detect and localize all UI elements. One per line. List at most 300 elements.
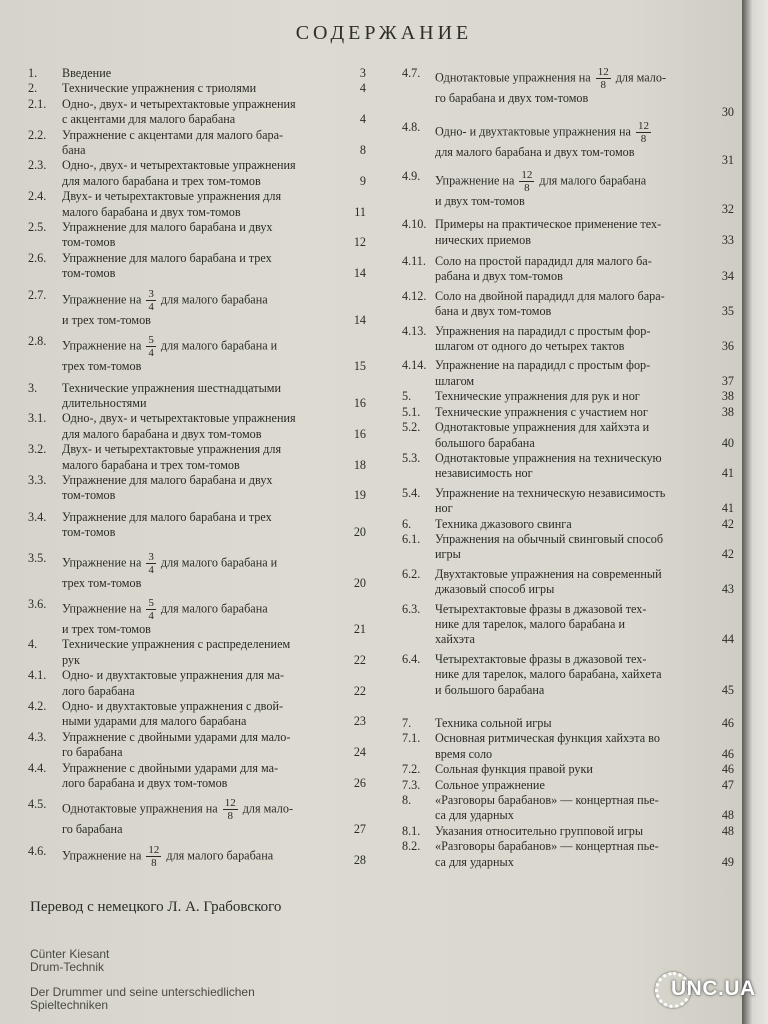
toc-entry-page: 46 [721, 716, 734, 730]
time-signature [146, 334, 156, 359]
toc-entry-number: 7.3. [402, 777, 421, 792]
toc-entry-text [62, 473, 366, 504]
toc-entry-first-line [62, 288, 336, 313]
toc-entry-page: 4 [359, 81, 366, 96]
toc-entry-page: 49 [721, 854, 734, 869]
time-signature-denominator: 8 [524, 181, 530, 194]
toc-entry-page: 21 [353, 621, 366, 636]
toc-entry-line: Примеры на практическое применение тех- [435, 217, 662, 232]
toc-entry-text [435, 120, 734, 168]
toc-entry-number: 5.2. [402, 420, 421, 435]
time-signature-denominator: 8 [640, 133, 647, 146]
toc-entry-number: 6. [402, 516, 412, 531]
toc-entry-text [435, 652, 734, 698]
toc-entry [402, 405, 734, 420]
original-line: Drum-Technik [30, 960, 105, 974]
toc-entry-number: 2.8. [28, 334, 47, 349]
toc-entry-first-line [62, 597, 336, 622]
toc-entry-number: 8.1. [402, 823, 421, 838]
toc-entry-page: 41 [721, 501, 734, 516]
toc-entry [402, 254, 734, 285]
toc-entry-number: 4.5. [28, 797, 47, 812]
toc-entry-page: 44 [721, 632, 734, 647]
watermark [655, 968, 765, 1014]
toc-entry-text [435, 389, 734, 404]
time-signature-denominator: 4 [148, 563, 154, 576]
toc-entry-number: 4.8. [402, 120, 421, 135]
time-signature-numerator: 3 [148, 287, 154, 300]
toc-entry-number: 4.13. [402, 323, 427, 338]
toc-entry-text [435, 358, 734, 389]
toc-entry-line: Одно-, двух- и четырехтактовые упражнения [62, 411, 296, 426]
toc-entry-number: 2. [28, 81, 38, 96]
toc-entry-text [62, 597, 366, 637]
toc-entry-text-part: для малого барабана [166, 848, 274, 863]
original-line: Cünter Kiesant [30, 947, 110, 961]
toc-entry-text [62, 381, 366, 412]
toc-entry-text [435, 420, 734, 451]
toc-entry-spacer [435, 209, 694, 217]
toc-entry-line: Упражнения на обычный свинговый способ [435, 531, 664, 546]
toc-entry [402, 169, 734, 217]
toc-entry-line: ног [435, 501, 453, 516]
toc-entry-line: Упражнение для малого барабана и двух [62, 472, 273, 487]
toc-entry-line: для малого барабана и двух том-томов [62, 426, 262, 441]
toc-entry [28, 510, 366, 541]
toc-entry-number: 1. [28, 66, 38, 80]
toc-entry-text [435, 289, 734, 320]
toc-entry-text [62, 761, 366, 792]
toc-entry-line: Двухтактовые упражнения на современный [435, 566, 662, 581]
toc-entry-page: 20 [353, 525, 366, 540]
toc-entry-line: Упражнение для малого барабана и трех [62, 250, 272, 265]
toc-entry-number: 3.5. [28, 550, 47, 565]
toc-entry-number: 5.4. [402, 485, 421, 500]
toc-entry-number: 3.4. [28, 509, 47, 524]
toc-entry-line: джазовый способ игры [435, 582, 555, 597]
toc-entry-text-part: для малого барабана [160, 601, 268, 616]
toc-entry-number: 3.3. [28, 472, 47, 487]
toc-entry-line: с акцентами для малого барабана [62, 112, 236, 127]
toc-entry-number: 6.3. [402, 601, 421, 616]
time-signature-numerator: 12 [148, 843, 160, 856]
toc-entry [28, 189, 366, 220]
toc-entry-page: 28 [353, 853, 366, 868]
toc-entry-page: 47 [721, 777, 734, 792]
toc-entry-line: го барабана и двух том-томов [435, 91, 589, 105]
toc-entry-text-part: Упражнение на [62, 338, 142, 353]
toc-entry-number: 5.3. [402, 450, 421, 465]
toc-entry-text [435, 517, 734, 532]
toc-entry-line: время соло [435, 746, 493, 761]
toc-entry-page: 38 [721, 404, 734, 419]
toc-entry-line: нических приемов [435, 232, 531, 247]
toc-entry-page: 14 [353, 266, 366, 281]
toc-entry-text [435, 254, 734, 285]
time-signature [146, 288, 156, 313]
toc-entry [28, 66, 366, 81]
toc-entry [402, 289, 734, 320]
toc-entry [402, 451, 734, 482]
time-signature-numerator: 3 [148, 550, 154, 563]
toc-entry-line: Одно- и двухтактовые упражнения для ма- [62, 668, 285, 683]
toc-entry-number: 4.9. [402, 168, 421, 183]
toc-entry-text [62, 81, 366, 96]
toc-entry-text [62, 730, 366, 761]
toc-entry-text [62, 699, 366, 730]
time-signature [146, 551, 156, 576]
time-signature-numerator: 5 [148, 596, 154, 609]
toc-entry-text [62, 442, 366, 473]
toc-entry-line: и двух том-томов [435, 193, 525, 208]
toc-entry-number: 4.7. [402, 66, 421, 80]
toc-entry-line: Упражнения на парадидл с простым фор- [435, 323, 651, 338]
toc-entry-page: 46 [721, 762, 734, 777]
toc-entry [28, 844, 366, 869]
toc-entry-line: Упражнение с акцентами для малого бара- [62, 127, 284, 142]
toc-entry-line: Двух- и четырехтактовые упражнения для [62, 442, 282, 457]
toc-entry-first-line [435, 169, 694, 194]
toc-entry-text [435, 324, 734, 355]
toc-entry [28, 381, 366, 412]
time-signature-numerator: 5 [148, 334, 154, 347]
original-subtitle [30, 986, 255, 1012]
toc-entry-line: Указания относительно групповой игры [435, 823, 644, 838]
toc-entry-number: 2.5. [28, 220, 47, 235]
toc-entry-page: 20 [353, 575, 366, 590]
toc-entry-page: 19 [353, 488, 366, 503]
toc-entry-text [62, 97, 366, 128]
toc-entry-spacer [435, 161, 694, 169]
toc-entry-page: 40 [721, 435, 734, 450]
toc-entry-line: длительностями [62, 395, 147, 410]
toc-entry [402, 793, 734, 824]
page-title: СОДЕРЖАНИЕ [295, 22, 473, 44]
toc-entry-page: 45 [721, 682, 734, 697]
toc-entry-line: том-томов [62, 266, 116, 281]
toc-entry-line: Технические упражнения шестнадцатыми [62, 380, 282, 395]
toc-entry-line: Одно- и двухтактовые упражнения с двой- [62, 699, 284, 713]
toc-entry [402, 652, 734, 698]
toc-entry-line: Техника джазового свинга [435, 516, 572, 531]
toc-entry-line: Одно-, двух- и четырехтактовые упражнения [62, 158, 296, 173]
toc-entry-number: 7.2. [402, 762, 421, 777]
toc-entry-line: для малого барабана и трех том-томов [62, 173, 261, 188]
toc-entry-text [435, 793, 734, 824]
toc-entry-page: 48 [721, 808, 734, 823]
next-page-edge [742, 0, 768, 1024]
toc-entry-text-part: Однотактовые упражнения на [62, 801, 218, 816]
toc-entry [402, 486, 734, 517]
toc-entry [28, 442, 366, 473]
toc-entry-number: 7. [402, 716, 412, 730]
toc-entry [28, 81, 366, 96]
toc-entry-line: шлагом [435, 373, 475, 388]
toc-entry-line: Технические упражнения с участием ног [435, 404, 648, 419]
toc-entry [28, 220, 366, 251]
toc-entry-line: том-томов [62, 525, 116, 540]
toc-entry-line: трех том-томов [62, 575, 142, 590]
toc-entry-line: го барабана [62, 822, 123, 837]
time-signature-numerator: 12 [597, 66, 609, 78]
toc-entry-page: 23 [353, 714, 366, 729]
toc-entry [402, 389, 734, 404]
toc-entry-number: 7.1. [402, 731, 421, 746]
toc-entry-text [62, 637, 366, 668]
toc-entry-text [62, 66, 366, 81]
toc-entry-page: 16 [353, 426, 366, 441]
time-signature-numerator: 12 [521, 168, 533, 181]
toc-entry-number: 6.2. [402, 566, 421, 581]
toc-entry-number: 2.6. [28, 250, 47, 265]
toc-entry-text [62, 158, 366, 189]
toc-entry-line: и трех том-томов [62, 312, 151, 327]
toc-entry-line: Упражнение на техническую независимость [435, 485, 666, 500]
toc-entry-text-part: для мало- [242, 801, 294, 816]
toc-entry-line: Упражнение с двойными ударами для ма- [62, 760, 279, 775]
toc-entry-text [435, 451, 734, 482]
toc-entry-line: бана [62, 143, 86, 158]
toc-entry-number: 2.2. [28, 127, 47, 142]
toc-entry-line: том-томов [62, 235, 116, 250]
toc-entry-number: 2.1. [28, 96, 47, 111]
toc-entry-text [62, 411, 366, 442]
toc-entry-line: Технические упражнения для рук и ног [435, 389, 640, 404]
toc-entry [402, 762, 734, 777]
toc-entry-number: 6.4. [402, 651, 421, 666]
toc-entry-number: 2.4. [28, 189, 47, 204]
toc-entry [402, 567, 734, 598]
toc-entry-first-line [62, 797, 336, 822]
toc-entry-line: лого барабана и двух том-томов [62, 776, 228, 791]
toc-entry-line: игры [435, 547, 461, 562]
toc-entry-text-part: для малого барабана [539, 173, 647, 188]
toc-entry [28, 334, 366, 374]
toc-entry-page: 35 [721, 304, 734, 319]
toc-entry-number: 2.7. [28, 287, 47, 302]
toc-entry [402, 420, 734, 451]
toc-entry-number: 6.1. [402, 531, 421, 546]
time-signature-denominator: 8 [600, 79, 606, 91]
toc-entry-text [62, 668, 366, 699]
toc-entry-first-line [62, 551, 336, 576]
toc-entry-page: 27 [353, 822, 366, 837]
toc-entry-page: 43 [721, 582, 734, 597]
toc-entry-text [435, 731, 734, 762]
time-signature-numerator: 12 [224, 797, 236, 810]
toc-entry-page: 30 [721, 105, 734, 119]
original-line: Der Drummer und seine unterschiedlichen [30, 985, 255, 999]
toc-entry-text [435, 762, 734, 777]
toc-entry-text [435, 169, 734, 217]
toc-entry-page: 8 [359, 143, 366, 158]
toc-entry-text [435, 567, 734, 598]
toc-entry [402, 532, 734, 563]
toc-entry-page: 11 [354, 204, 366, 219]
toc-entry-number: 4.11. [402, 254, 426, 269]
toc-entry [402, 217, 734, 248]
time-signature [636, 120, 651, 145]
toc-entry-text-part: для малого барабана [160, 291, 268, 306]
toc-entry-number: 3.1. [28, 411, 47, 426]
toc-entry-page: 3 [359, 66, 366, 80]
toc-entry [28, 761, 366, 792]
toc-entry [28, 288, 366, 328]
toc-entry [28, 551, 366, 591]
toc-entry-number: 3.6. [28, 596, 47, 611]
toc-entry [402, 839, 734, 870]
time-signature [519, 169, 534, 194]
toc-entry-text-part: Упражнение на [62, 291, 142, 306]
toc-entry [28, 411, 366, 442]
toc-entry [402, 66, 734, 120]
toc-entry-number: 4.2. [28, 699, 47, 713]
toc-entry [402, 358, 734, 389]
toc-entry-text [435, 602, 734, 648]
toc-entry-text-part: Упражнение на [62, 554, 142, 569]
toc-entry-text [62, 288, 366, 328]
toc-entry-line: «Разговоры барабанов» — концертная пье- [435, 839, 659, 854]
toc-entry-line: шлагом от одного до четырех тактов [435, 339, 625, 354]
toc-entry [402, 517, 734, 532]
toc-entry-spacer [435, 106, 694, 120]
toc-entry-line: малого барабана и трех том-томов [62, 457, 240, 472]
toc-entry-text [62, 220, 366, 251]
toc-entry-page: 42 [721, 547, 734, 562]
toc-entry [28, 251, 366, 282]
toc-entry-first-line [435, 120, 694, 145]
time-signature [146, 844, 161, 869]
toc-entry-line: Однотактовые упражнения на техническую [435, 450, 662, 465]
toc-entry-text [435, 839, 734, 870]
toc-entry [402, 731, 734, 762]
toc-entry-line: Основная ритмическая функция хайхэта во [435, 731, 660, 746]
time-signature-denominator: 4 [148, 609, 154, 622]
toc-entry-line: ными ударами для малого барабана [62, 714, 247, 729]
toc-entry-text-part: Одно- и двухтактовые упражнения на [435, 124, 631, 139]
toc-entry-number: 4.1. [28, 668, 47, 683]
toc-entry-line: нике для тарелок, малого барабана и [435, 616, 626, 631]
toc-entry-line: нике для тарелок, малого барабана, хайхета [435, 667, 662, 682]
toc-entry-line: рабана и двух том-томов [435, 269, 563, 284]
toc-entry-page: 26 [353, 776, 366, 791]
original-author-title [30, 948, 109, 974]
toc-entry-line: том-томов [62, 488, 116, 503]
toc-entry-line: Техника сольной игры [435, 716, 552, 730]
toc-entry-text [62, 128, 366, 159]
toc-entry-page: 36 [721, 339, 734, 354]
toc-entry [402, 824, 734, 839]
toc-entry-text-part: Упражнение на [62, 848, 142, 863]
toc-entry-text [62, 797, 366, 837]
toc-entry-page: 22 [353, 683, 366, 698]
toc-entry-text [435, 778, 734, 793]
toc-entry-text [62, 189, 366, 220]
toc-entry-line: Соло на двойной парадидл для малого бара- [435, 288, 665, 303]
translator-credit: Перевод с немецкого Л. А. Грабовского [30, 899, 282, 915]
toc-entry [28, 699, 366, 730]
toc-entry [28, 637, 366, 668]
toc-entry-text-part: для малого барабана и [160, 338, 278, 353]
toc-entry-text [62, 510, 366, 541]
toc-entry-line: для малого барабана и двух том-томов [435, 145, 635, 160]
toc-entry-line: и большого барабана [435, 682, 545, 697]
time-signature-denominator: 8 [151, 856, 157, 869]
toc-entry-text-part: для малого барабана и [160, 554, 278, 569]
toc-entry-number: 3.2. [28, 442, 47, 457]
time-signature [596, 66, 611, 91]
toc-entry-line: трех том-томов [62, 359, 142, 374]
toc-entry-number: 5. [402, 389, 412, 404]
toc-entry-text [435, 716, 734, 731]
toc-entry-page: 34 [721, 269, 734, 284]
toc-entry [28, 730, 366, 761]
toc-left-column [28, 66, 366, 869]
toc-entry-line: «Разговоры барабанов» — концертная пье- [435, 793, 659, 808]
toc-entry [402, 602, 734, 648]
toc-entry-line: Сольное упражнение [435, 777, 545, 792]
toc-entry [28, 797, 366, 837]
toc-entry-text [435, 486, 734, 517]
toc-entry-page: 31 [721, 153, 734, 168]
toc-entry-text-part: для мало- [615, 70, 667, 85]
toc-entry-line: Упражнение на парадидл с простым фор- [435, 358, 651, 373]
toc-entry-page: 42 [721, 516, 734, 531]
toc-entry-page: 9 [359, 173, 366, 188]
toc-entry-number: 4.4. [28, 760, 47, 775]
toc-entry [402, 716, 734, 731]
toc-entry-line: са для ударных [435, 808, 514, 823]
time-signature-denominator: 4 [148, 347, 154, 360]
toc-entry-page: 41 [721, 466, 734, 481]
toc-entry-line: Одно-, двух- и четырехтактовые упражнения [62, 96, 296, 111]
time-signature [223, 797, 238, 822]
toc-entry-line: хайхэта [435, 632, 475, 647]
time-signature-numerator: 12 [637, 120, 649, 133]
toc-entry-text [62, 844, 366, 869]
toc-entry-line: Четырехтактовые фразы в джазовой тех- [435, 601, 647, 616]
toc-entry-page: 22 [353, 652, 366, 667]
toc-entry-number: 4. [28, 637, 38, 652]
toc-right-column [402, 66, 734, 870]
toc-entry-number: 4.14. [402, 358, 427, 373]
time-signature-denominator: 4 [148, 300, 154, 313]
watermark-text: UNC.UA [671, 977, 756, 1000]
toc-entry-line: рук [62, 652, 80, 667]
original-line: Spieltechniken [30, 998, 109, 1012]
toc-entry [28, 473, 366, 504]
toc-entry-page: 46 [721, 746, 734, 761]
toc-entry-line: лого барабана [62, 683, 135, 698]
toc-entry-line: и трех том-томов [62, 621, 151, 636]
toc-entry-line: са для ударных [435, 854, 514, 869]
toc-entry-page: 32 [721, 201, 734, 216]
toc-entry-line: малого барабана и двух том-томов [62, 204, 241, 219]
toc-entry-text [435, 532, 734, 563]
toc-entry-line: большого барабана [435, 435, 535, 450]
toc-entry-first-line [62, 844, 336, 869]
toc-entry-number: 3. [28, 380, 38, 395]
toc-entry-text [62, 551, 366, 591]
toc-entry-line: го барабана [62, 745, 123, 760]
toc-entry-line: Сольная функция правой руки [435, 762, 593, 777]
toc-entry-text [435, 217, 734, 248]
toc-entry-text [62, 334, 366, 374]
toc-entry-line: Двух- и четырехтактовые упражнения для [62, 189, 282, 204]
toc-entry-line: Соло на простой парадидл для малого ба- [435, 254, 652, 269]
toc-entry-number: 4.12. [402, 288, 427, 303]
toc-entry-page: 24 [353, 745, 366, 760]
